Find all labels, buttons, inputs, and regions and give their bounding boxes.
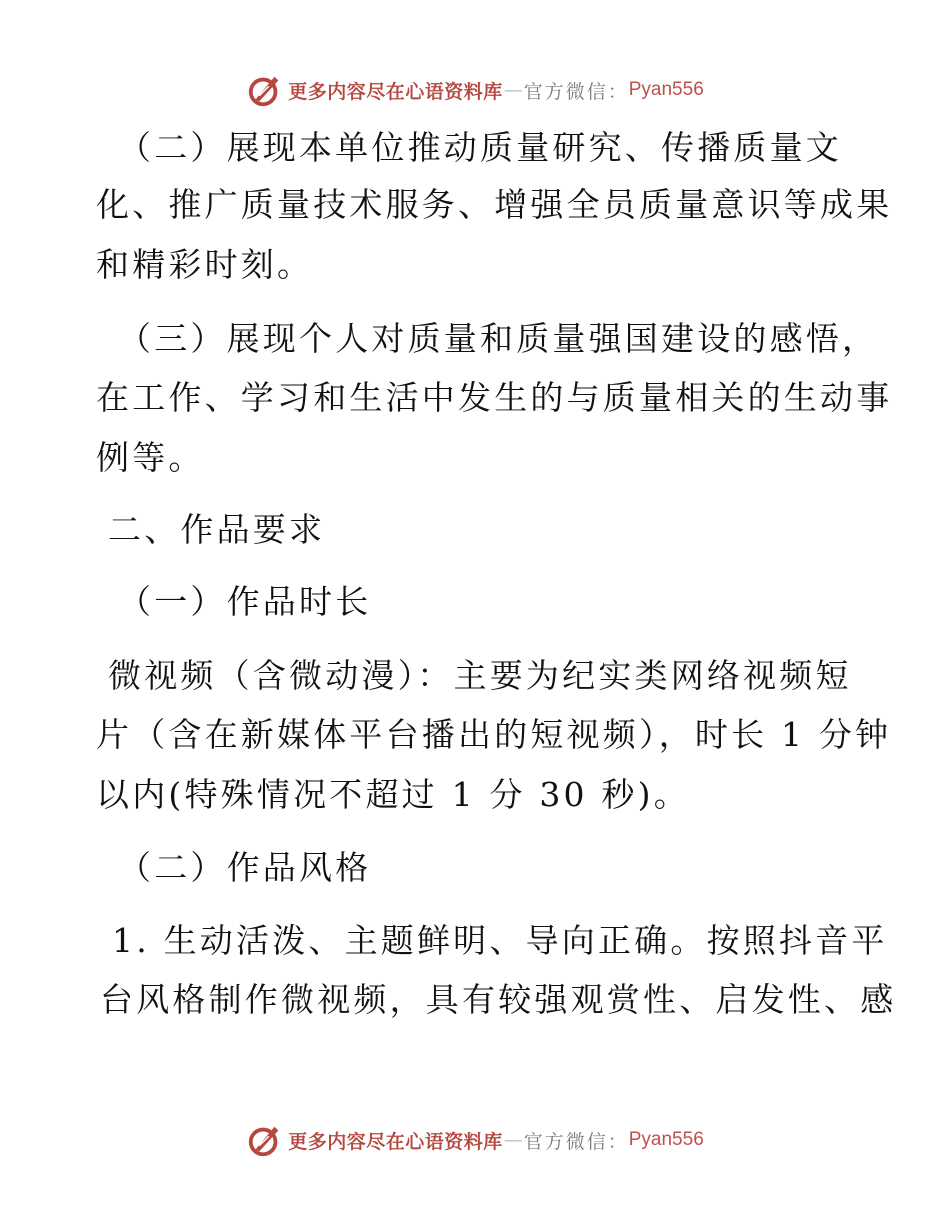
subsection-heading: （二）作品风格 [118, 848, 372, 887]
paragraph-line: （二）展现本单位推动质量研究、传播质量文 [118, 128, 842, 167]
paragraph-line: 化、推广质量技术服务、增强全员质量意识等成果 [96, 185, 893, 224]
watermark-label: 官方微信： [523, 80, 629, 103]
watermark-brand: 更多内容尽在心语资料库 [288, 1130, 503, 1153]
watermark-account: Pyan556 [628, 1129, 704, 1150]
paragraph-line: 台风格制作微视频，具有较强观赏性、启发性、感 [100, 980, 897, 1019]
watermark-separator: — [503, 79, 523, 101]
watermark-banner-bottom [0, 1120, 950, 1160]
paragraph-line: 以内(特殊情况不超过 1 分 30 秒)。 [96, 775, 690, 814]
section-heading: 二、作品要求 [108, 510, 326, 549]
subsection-heading: （一）作品时长 [118, 582, 372, 621]
paragraph-line: 在工作、学习和生活中发生的与质量相关的生动事 [96, 378, 893, 417]
paragraph-line: （三）展现个人对质量和质量强国建设的感悟， [118, 319, 879, 358]
paragraph-line: 和精彩时刻。 [96, 245, 314, 284]
watermark-separator: — [503, 1129, 523, 1151]
watermark-brand: 更多内容尽在心语资料库 [288, 80, 503, 103]
paragraph-line: 1. 生动活泼、主题鲜明、导向正确。按照抖音平 [112, 921, 888, 960]
watermark-account: Pyan556 [628, 79, 704, 100]
paragraph-line: 例等。 [96, 438, 205, 477]
paragraph-line: 片（含在新媒体平台播出的短视频），时长 1 分钟 [96, 715, 892, 754]
watermark-label: 官方微信： [523, 1130, 629, 1153]
paragraph-line: 微视频（含微动漫）：主要为纪实类网络视频短 [108, 656, 852, 695]
quill-logo-icon [246, 1121, 284, 1159]
